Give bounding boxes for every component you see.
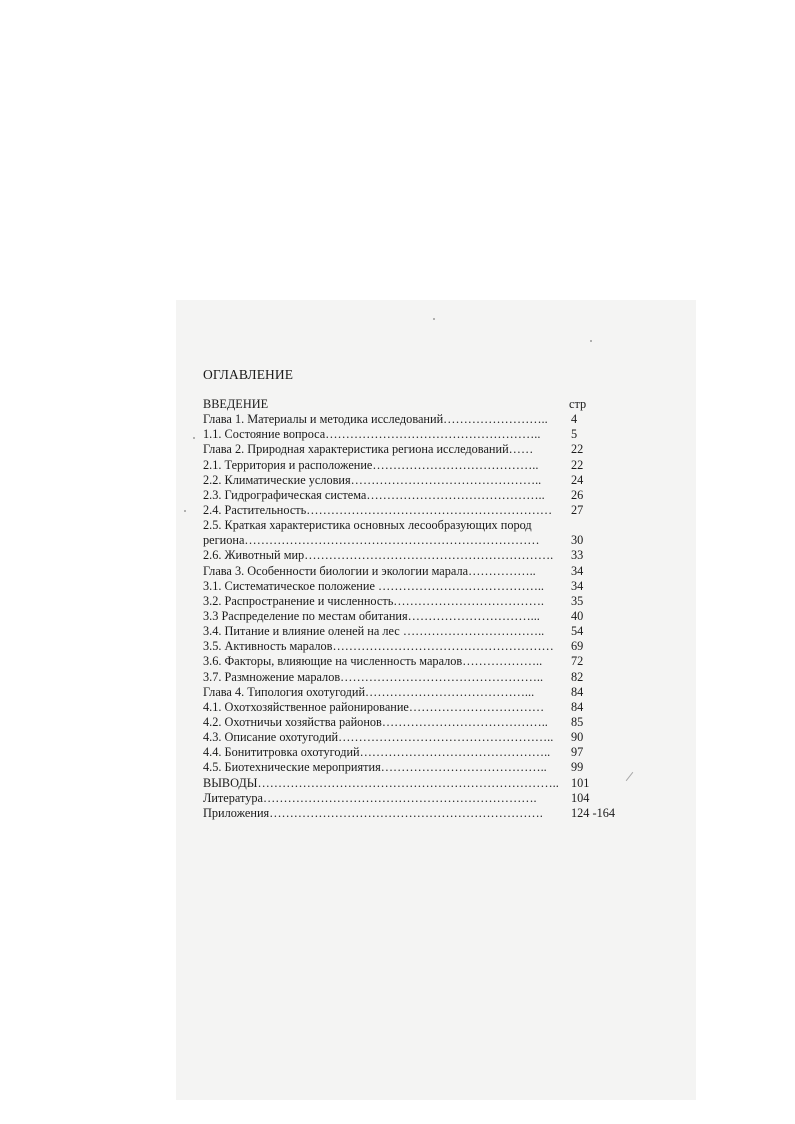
- toc-entry-title: 4.3. Описание охотугодий……………………………………………..: [203, 730, 554, 745]
- toc-entry: [203, 654, 628, 669]
- toc-entry-title: 3.3 Распределение по местам обитания…………………………...: [203, 608, 540, 623]
- toc-entry: [203, 639, 628, 654]
- toc-entry-page: 97: [571, 745, 584, 760]
- toc-entry-page: 84: [571, 684, 584, 699]
- toc-entry: [203, 518, 628, 533]
- toc-entry-title: ВВЕДЕНИЕ: [203, 397, 269, 411]
- toc-entry-title: 4.4. Бонититровка охотугодий………………………………………..: [203, 745, 551, 760]
- toc-entry-title: Глава 1. Материалы и методика исследований……………………..: [203, 412, 548, 427]
- toc-entry-page: 22: [571, 442, 584, 457]
- toc-entry: [203, 715, 628, 730]
- toc-entry-page: 5: [571, 427, 578, 442]
- toc-entry-page: 40: [571, 608, 584, 623]
- toc-entry-page: стр: [569, 397, 587, 411]
- toc-entry-title: Глава 3. Особенности биологии и экологии марала……………..: [203, 563, 536, 578]
- toc-entry-page: 33: [571, 548, 584, 563]
- toc-entry-page: 34: [571, 578, 584, 593]
- toc-entry-title: 3.6. Факторы, влияющие на численность маралов………………..: [203, 654, 543, 669]
- toc-entry-title: Глава 2. Природная характеристика региона исследований……: [203, 442, 534, 457]
- toc-entry: [203, 624, 628, 639]
- toc-entry-page: 84: [571, 699, 584, 714]
- toc-entry-title: 2.1. Территория и расположение…………………………………..: [203, 457, 539, 472]
- toc-entry-page: 4: [571, 412, 578, 427]
- toc-entry: [203, 745, 628, 760]
- toc-entry-title: 2.2. Климатические условия………………………………………..: [203, 472, 542, 487]
- toc-entry-page: 27: [571, 502, 584, 517]
- toc-entry: [203, 730, 628, 745]
- scan-speck: [184, 510, 186, 512]
- toc-entry-title: региона………………………………………………………………: [203, 533, 540, 548]
- scan-speck: [433, 318, 435, 320]
- toc-entry-title: Приложения………………………………………………………….: [203, 805, 543, 820]
- toc-entry: [203, 776, 628, 791]
- toc-entry: [203, 670, 628, 685]
- toc-entry-page: 35: [571, 593, 584, 608]
- toc-entry: [203, 791, 628, 806]
- toc-entry: [203, 397, 628, 412]
- toc-entry-title: 2.6. Животный мир…………………………………………………….: [203, 548, 554, 563]
- page-title: ОГЛАВЛЕНИЕ: [203, 367, 294, 382]
- toc-entry-title: 1.1. Состояние вопроса……………………………………………..: [203, 427, 541, 442]
- toc-entry-page: 69: [571, 639, 584, 654]
- toc-entry-page: 54: [571, 624, 584, 639]
- toc-entry-page: 85: [571, 714, 584, 729]
- toc-entry: [203, 579, 628, 594]
- toc-entry-title: 4.2. Охотничьи хозяйства районов…………………………………..: [203, 714, 548, 729]
- toc-entry: [203, 427, 628, 442]
- toc-entry-page: 26: [571, 487, 584, 502]
- toc-entry-title: 3.1. Систематическое положение …………………………………..: [203, 578, 545, 593]
- toc-entry-page: 82: [571, 669, 584, 684]
- toc-entry: [203, 760, 628, 775]
- toc-entry: [203, 685, 628, 700]
- toc-entry: [203, 609, 628, 624]
- toc-entry-title: 3.5. Активность маралов………………………………………………: [203, 639, 554, 654]
- toc-entry: [203, 473, 628, 488]
- toc-entry: [203, 503, 628, 518]
- toc-entry-page: 22: [571, 457, 584, 472]
- toc-entry-page: 72: [571, 654, 584, 669]
- toc-entry-page: 34: [571, 563, 584, 578]
- toc-entry-title: 4.5. Биотехнические мероприятия…………………………………..: [203, 760, 547, 775]
- toc-entry: [203, 806, 628, 821]
- toc-entry-page: 99: [571, 760, 584, 775]
- table-of-contents: [203, 397, 628, 821]
- toc-entry: [203, 564, 628, 579]
- toc-entry: [203, 442, 628, 457]
- toc-entry: [203, 700, 628, 715]
- toc-entry-page: 124 -164: [571, 805, 616, 820]
- toc-entry: [203, 412, 628, 427]
- toc-entry-page: 24: [571, 472, 584, 487]
- toc-entry-page: 104: [571, 790, 590, 805]
- toc-entry: [203, 458, 628, 473]
- toc-entry: [203, 533, 628, 548]
- toc-entry-title: Глава 4. Типология охотугодий…………………………………...: [203, 684, 535, 699]
- toc-entry-title: 2.5. Краткая характеристика основных лесообразующих пород: [203, 518, 532, 533]
- toc-entry-title: 3.4. Питание и влияние оленей на лес ……………………………..: [203, 624, 545, 639]
- toc-entry-title: 2.4. Растительность……………………………………………………: [203, 502, 553, 517]
- toc-entry-title: Литература………………………………………………………….: [203, 790, 537, 805]
- toc-entry: [203, 548, 628, 563]
- toc-entry-title: 2.3. Гидрографическая система……………………………………..: [203, 487, 545, 502]
- toc-entry-title: 4.1. Охотхозяйственное районирование……………………………: [203, 699, 545, 714]
- toc-entry: [203, 594, 628, 609]
- toc-entry-title: ВЫВОДЫ………………………………………………………………..: [203, 775, 559, 790]
- toc-entry-page: 101: [571, 775, 590, 790]
- scan-speck: [590, 340, 592, 342]
- scan-speck: [193, 437, 195, 439]
- toc-entry-title: 3.7. Размножение маралов…………………………………………..: [203, 669, 544, 684]
- toc-entry-title: 3.2. Распространение и численность……………………………….: [203, 593, 544, 608]
- toc-entry-page: 30: [571, 533, 584, 548]
- toc-entry-page: 90: [571, 730, 584, 745]
- toc-entry: [203, 488, 628, 503]
